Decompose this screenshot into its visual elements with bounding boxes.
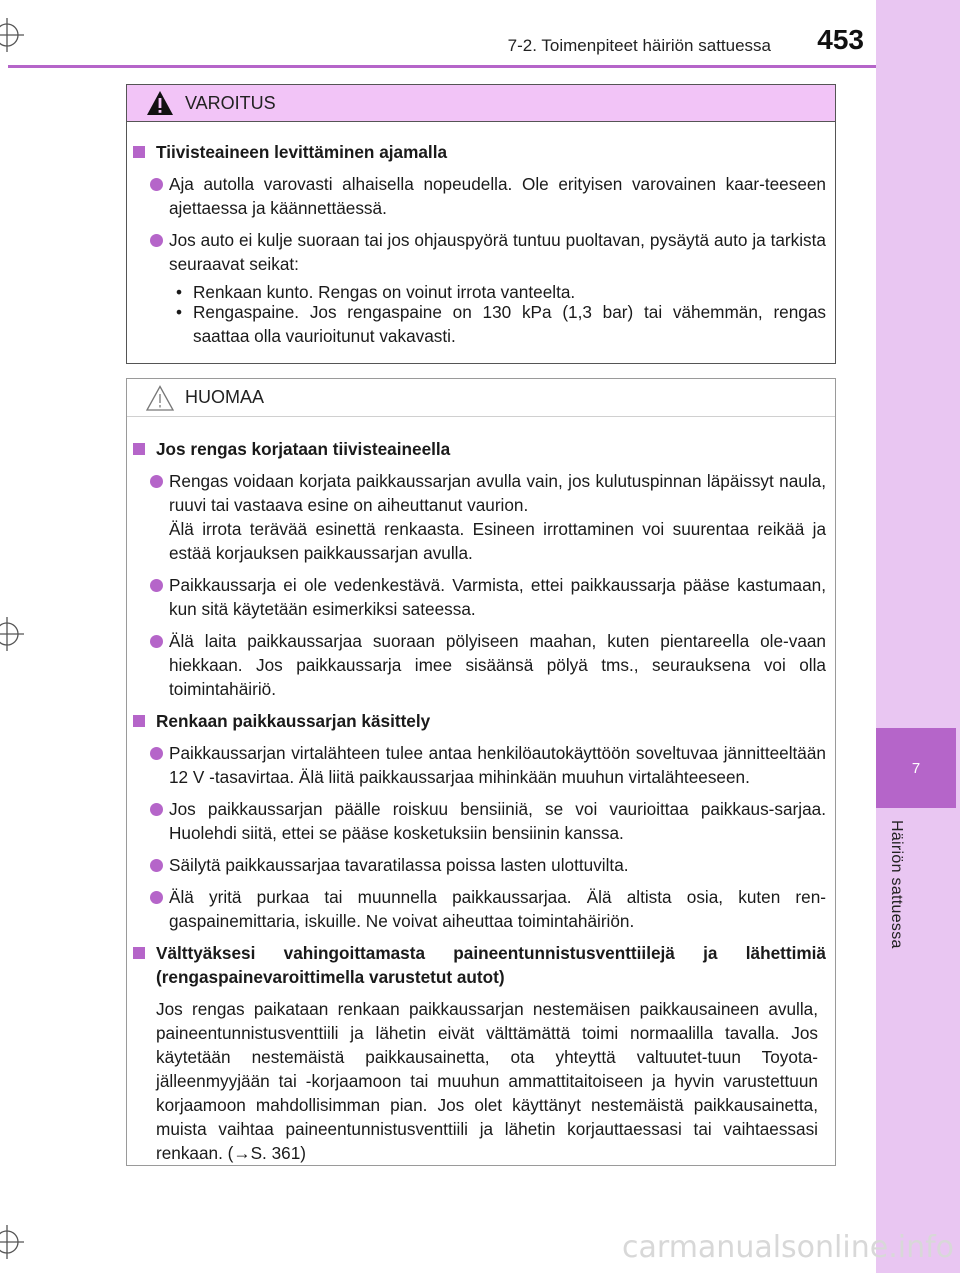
notice-s1-bullet-1: [133, 469, 826, 565]
notice-box: [126, 378, 836, 1166]
warning-content: [127, 122, 835, 348]
warning-bullet-2: Jos auto ei kulje suoraan tai jos ohjauspyörä tuntuu puoltavan, pysäytä auto ja tarkista seuraavat seikat:: [133, 228, 826, 276]
notice-s3-paragraph: Jos rengas paikataan renkaan paikkaussarjan nestemäisen paikkausaineen avulla, paineentunnistusventtiili ja lähetin eivät välttämättä toimi normaalilla tavalla. Jos käytetään nestemäistä paikkausainetta, ota yhteyttä valtuutet-tuun Toyota-jälleenmyyjään tai -korjaamoon tai muuhun ammattitaitoiseen ja hyvin varustettuun korjaamoon mahdollisimman pian. Jos olet käyttänyt nestemäistä paikkausainetta, muista vaihtaa paineentunnistusventtiili ja lähetin korjauttaessasi tai vaihtaessasi renkaan. (→S. 361): [156, 999, 818, 1163]
warning-subbullet-2: • Rengaspaine. Jos rengaspaine on 130 kPa (1,3 bar) tai vähemmän, rengas saattaa olla vaurioitunut vakavasti.: [133, 300, 826, 348]
notice-content: [127, 417, 835, 1165]
header-divider: [8, 65, 876, 68]
warning-bullet-1: Aja autolla varovasti alhaisella nopeudella. Ole erityisen varovainen kaar-teeseen ajettaessa ja käännettäessä.: [133, 172, 826, 220]
notice-s2-bullet-1: Paikkaussarjan virtalähteen tulee antaa henkilöautokäyttöön soveltuvaa jännitteeltään 12 V -tasavirtaa. Älä liitä paikkaussarjaa mihinkään muuhun virtalähteeseen.: [133, 741, 826, 789]
warning-subbullet-1: • Renkaan kunto. Rengas on voinut irrota vanteelta.: [133, 280, 826, 304]
chapter-number-tab[interactable]: 7: [876, 728, 956, 808]
notice-heading-3: Välttyäksesi vahingoittamasta paineentunnistusventtiilejä ja lähettimiä (rengaspainevaroittimella varustetut autot): [133, 941, 826, 989]
notice-s1-bullet-1-line-1: Rengas voidaan korjata paikkaussarjan avulla vain, jos kulutuspinnan läpäissyt naula, ruuvi tai vastaava esine on aiheuttanut vaurion.: [169, 471, 826, 515]
warning-title: VAROITUS: [185, 92, 276, 113]
notice-s2-bullet-3: Säilytä paikkaussarjaa tavaratilassa poissa lasten ulottuvilta.: [133, 853, 826, 877]
notice-s1-bullet-2: Paikkaussarja ei ole vedenkestävä. Varmista, ettei paikkaussarja pääse kastumaan, kun sitä käytetään esimerkiksi sateessa.: [133, 573, 826, 621]
notice-heading-2: Renkaan paikkaussarjan käsittely: [133, 709, 826, 733]
page-header: [0, 0, 876, 70]
section-title: 7-2. Toimenpiteet häiriön sattuessa: [507, 36, 771, 55]
warning-header: [127, 85, 835, 122]
notice-s1-bullet-1-line-2: Älä irrota terävää esinettä renkaasta. Esineen irrottaminen voi suurentaa reikää ja estää korjauksen paikkaussarjan avulla.: [169, 519, 826, 563]
warning-heading: Tiivisteaineen levittäminen ajamalla: [133, 140, 826, 164]
warning-triangle-icon: [145, 89, 175, 117]
notice-s1-bullet-3: Älä laita paikkaussarjaa suoraan pölyiseen maahan, kuten pientareella ole-vaan hiekkaan. Jos paikkaussarja imee sisäänsä pölyä tms., seurauksena voi olla toimintahäiriö.: [133, 629, 826, 701]
registration-mark-mid-left: [0, 617, 24, 651]
notice-title: HUOMAA: [185, 387, 265, 407]
caution-triangle-icon: [145, 384, 175, 412]
side-tab: [876, 0, 960, 1273]
notice-s2-bullet-2: Jos paikkaussarjan päälle roiskuu bensiiniä, se voi vaurioittaa paikkaus-sarjaa. Huolehdi siitä, ettei se pääse kosketuksiin bensiinin kanssa.: [133, 797, 826, 845]
notice-header: [127, 379, 835, 417]
warning-box: [126, 84, 836, 364]
chapter-label: Häiriön sattuessa: [888, 820, 905, 949]
page-number: 453: [817, 24, 864, 55]
watermark: carmanualsonline.info: [622, 1230, 954, 1265]
registration-mark-bottom-left: [0, 1225, 24, 1259]
notice-s2-bullet-4: Älä yritä purkaa tai muunnella paikkaussarjaa. Älä altista osia, kuten ren-gaspainemittaria, iskuille. Ne voivat aiheuttaa toimintahäiriön.: [133, 885, 826, 933]
notice-heading-1: Jos rengas korjataan tiivisteaineella: [133, 437, 826, 461]
